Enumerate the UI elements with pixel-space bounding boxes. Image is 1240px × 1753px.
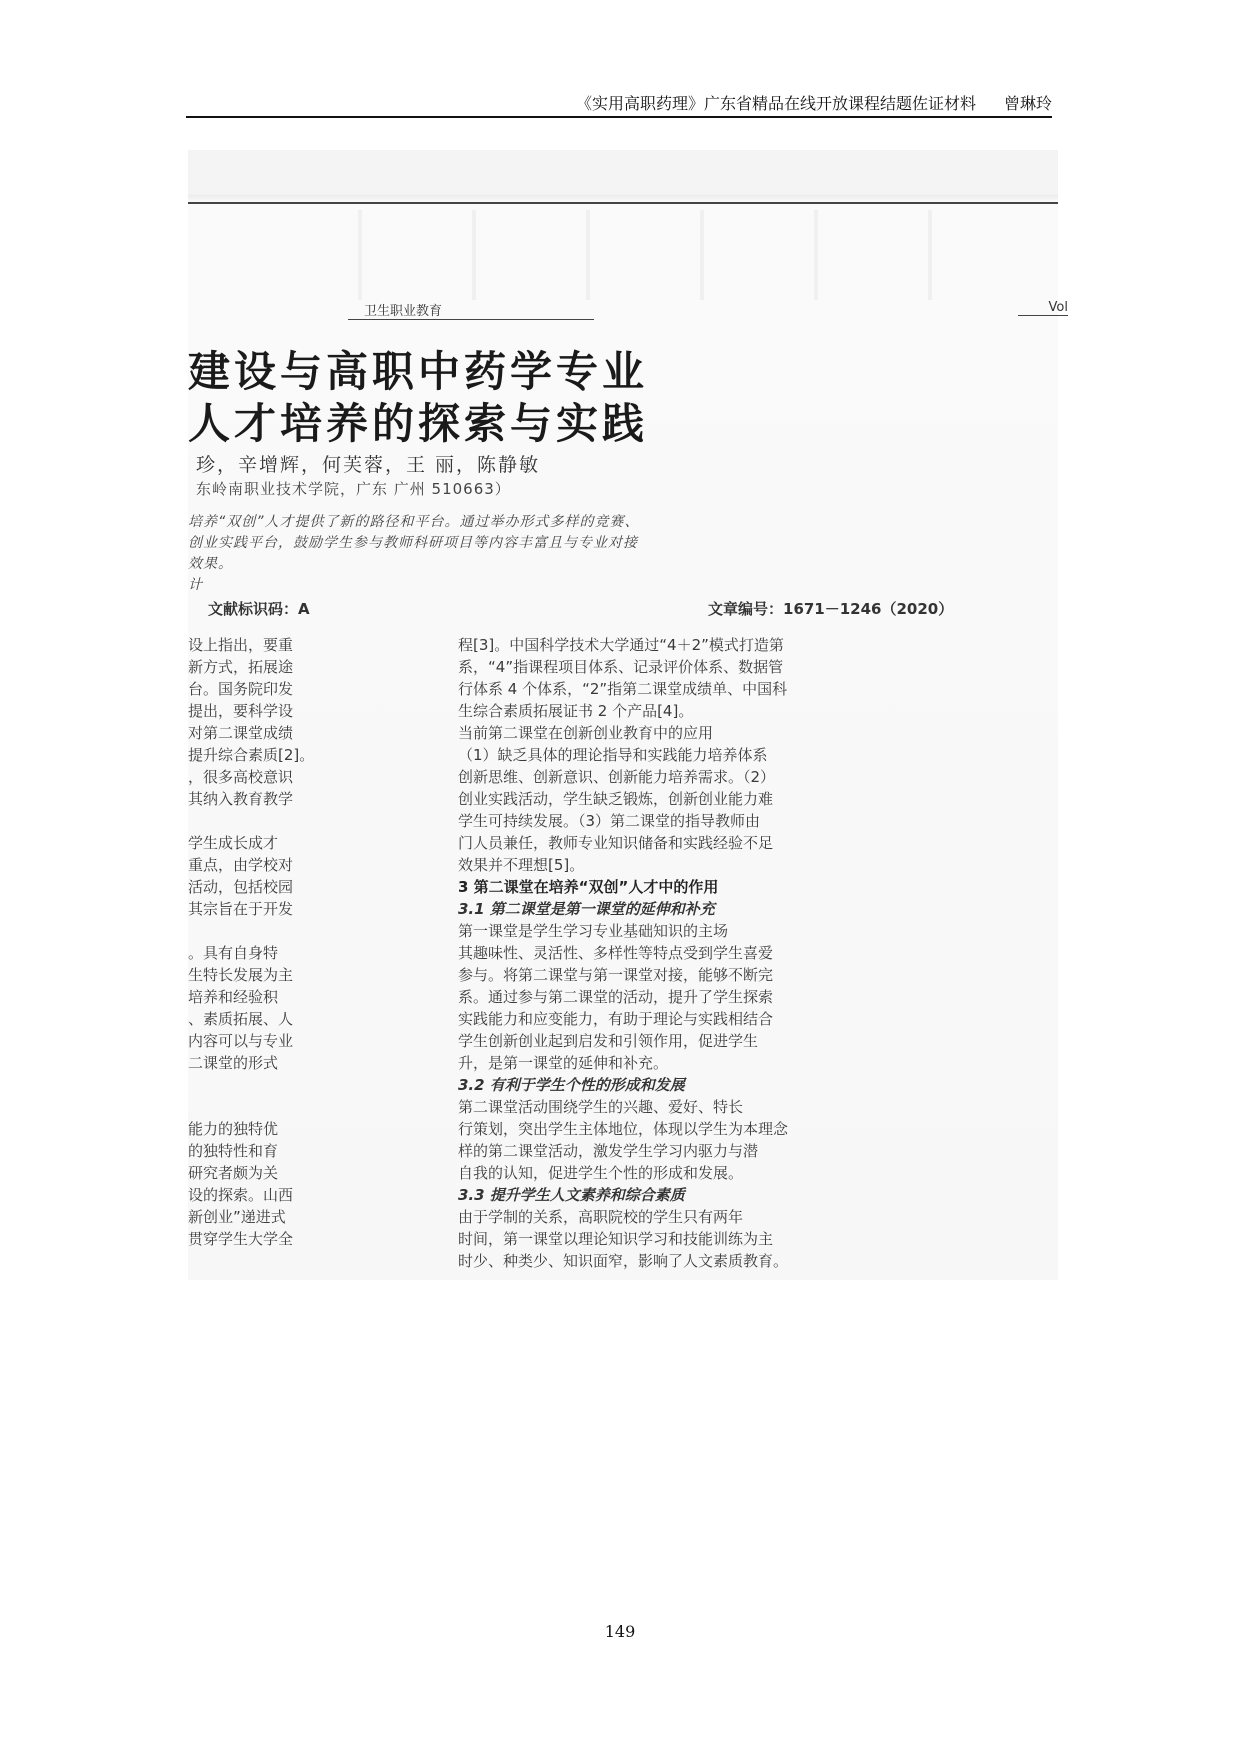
- right-column-line: 当前第二课堂在创新创业教育中的应用: [458, 724, 714, 742]
- right-column-line: 时少、种类少、知识面窄，影响了人文素质教育。: [458, 1252, 789, 1270]
- left-column-gap: [188, 1096, 363, 1118]
- left-column-line: 能力的独特优: [188, 1120, 279, 1138]
- left-column-line: 提升综合素质[2]。: [188, 746, 315, 764]
- section-heading: 3 第二课堂在培养“双创”人才中的作用: [458, 878, 719, 896]
- left-column-line: 培养和经验积: [188, 988, 279, 1006]
- right-column-line: 生综合素质拓展证书 2 个产品[4]。: [458, 702, 694, 720]
- right-column-line: 门人员兼任，教师专业知识储备和实践经验不足: [458, 834, 774, 852]
- right-column-line: 样的第二课堂活动，激发学生学习内驱力与潜: [458, 1142, 759, 1160]
- scanned-article-image: [188, 150, 1068, 1280]
- page-header: [186, 84, 1052, 118]
- right-column-line: 系，“4”指课程项目体系、记录评价体系、数据管: [458, 658, 784, 676]
- abstract-line: 计: [188, 577, 203, 593]
- left-column-line: 设上指出，要重: [188, 636, 294, 654]
- abstract-line: 创业实践平台，鼓励学生参与教师科研项目等内容丰富且与专业对接: [188, 535, 638, 551]
- right-column-line: 创新思维、创新意识、创新能力培养需求。（2）: [458, 768, 776, 786]
- right-column-line: 自我的认知，促进学生个性的形成和发展。: [458, 1164, 744, 1182]
- article-title: [188, 346, 648, 450]
- document-info: [188, 598, 1068, 620]
- article-affiliation: 东岭南职业技术学院，广东 广州 510663）: [196, 480, 511, 498]
- article-title-line1: 建设与高职中药学专业: [188, 347, 649, 396]
- article-authors: 珍，辛增辉，何芙蓉，王 丽，陈静敏: [196, 454, 541, 476]
- left-column-gap: [188, 920, 363, 942]
- left-column-line: 的独特性和育: [188, 1142, 279, 1160]
- right-column-line: 实践能力和应变能力，有助于理论与实践相结合: [458, 1010, 774, 1028]
- left-column-line: 研究者颇为关: [188, 1164, 279, 1182]
- left-column-line: 二课堂的形式: [188, 1054, 279, 1072]
- subsection-heading: 3.3 提升学生人文素养和综合素质: [458, 1186, 685, 1204]
- right-column-line: 行策划，突出学生主体地位，体现以学生为本理念: [458, 1120, 789, 1138]
- right-column-line: 程[3]。中国科学技术大学通过“4＋2”模式打造第: [458, 636, 784, 654]
- right-column-line: 时间，第一课堂以理论知识学习和技能训练为主: [458, 1230, 774, 1248]
- left-column-line: 生特长发展为主: [188, 966, 294, 984]
- left-column: [188, 634, 363, 1250]
- left-column-line: 其宗旨在于开发: [188, 900, 294, 918]
- right-column-line: 升，是第一课堂的延伸和补充。: [458, 1054, 669, 1072]
- right-column-line: 学生创新创业起到启发和引领作用，促进学生: [458, 1032, 759, 1050]
- left-column-line: 新创业”递进式: [188, 1208, 286, 1226]
- right-column-line: 系。通过参与第二课堂的活动，提升了学生探索: [458, 988, 774, 1006]
- scan-top-rule: [188, 202, 1058, 204]
- right-column-line: （1）缺乏具体的理论指导和实践能力培养体系: [458, 746, 768, 764]
- header-title: 《实用高职药理》广东省精品在线开放课程结题佐证材料: [575, 94, 976, 113]
- document-code: 文献标识码：A: [208, 600, 310, 618]
- left-column-line: 活动，包括校园: [188, 878, 294, 896]
- left-column-line: ，很多高校意识: [188, 768, 294, 786]
- article-title-line2: 人才培养的探索与实践: [188, 399, 649, 448]
- subsection-heading: 3.1 第二课堂是第一课堂的延伸和补充: [458, 900, 715, 918]
- left-column-line: 重点，由学校对: [188, 856, 294, 874]
- abstract-line: 效果。: [188, 556, 233, 572]
- journal-volume: Vol: [1018, 300, 1068, 316]
- left-column-line: 学生成长成才: [188, 834, 279, 852]
- subsection-heading: 3.2 有利于学生个性的形成和发展: [458, 1076, 685, 1094]
- left-column-gap: [188, 1074, 363, 1096]
- article-abstract: [188, 512, 1068, 596]
- right-column-line: 其趣味性、灵活性、多样性等特点受到学生喜爱: [458, 944, 774, 962]
- left-column-line: 内容可以与专业: [188, 1032, 294, 1050]
- header-author: 曾琳玲: [1003, 94, 1052, 113]
- right-column-line: 第一课堂是学生学习专业基础知识的主场: [458, 922, 729, 940]
- left-column-line: 其纳入教育教学: [188, 790, 294, 808]
- left-column-line: 、素质拓展、人: [188, 1010, 294, 1028]
- left-column-line: 对第二课堂成绩: [188, 724, 294, 742]
- right-column-line: 效果并不理想[5]。: [458, 856, 585, 874]
- journal-header: [348, 300, 1068, 320]
- right-column-line: 第二课堂活动围绕学生的兴趣、爱好、特长: [458, 1098, 744, 1116]
- scan-background-texture: [248, 210, 1028, 300]
- right-column-line: 行体系 4 个体系，“2”指第二课堂成绩单、中国科: [458, 680, 788, 698]
- left-column-line: 提出，要科学设: [188, 702, 294, 720]
- journal-name: 卫生职业教育: [348, 300, 594, 320]
- right-column-line: 由于学制的关系，高职院校的学生只有两年: [458, 1208, 744, 1226]
- right-column-line: 参与。将第二课堂与第一课堂对接，能够不断完: [458, 966, 774, 984]
- left-column-line: 设的探索。山西: [188, 1186, 294, 1204]
- right-column-line: 学生可持续发展。（3）第二课堂的指导教师由: [458, 812, 761, 830]
- abstract-line: 培养“双创”人才提供了新的路径和平台。通过举办形式多样的竞赛、: [188, 514, 640, 530]
- article-number: 文章编号：1671－1246（2020）: [708, 600, 954, 618]
- page-number: 149: [604, 1622, 636, 1641]
- right-column-line: 创业实践活动，学生缺乏锻炼，创新创业能力难: [458, 790, 774, 808]
- left-column-line: 。具有自身特: [188, 944, 279, 962]
- left-column-line: 新方式，拓展途: [188, 658, 294, 676]
- left-column-gap: [188, 810, 363, 832]
- left-column-line: 台。国务院印发: [188, 680, 294, 698]
- right-column: [458, 634, 1078, 1272]
- left-column-line: 贯穿学生大学全: [188, 1230, 294, 1248]
